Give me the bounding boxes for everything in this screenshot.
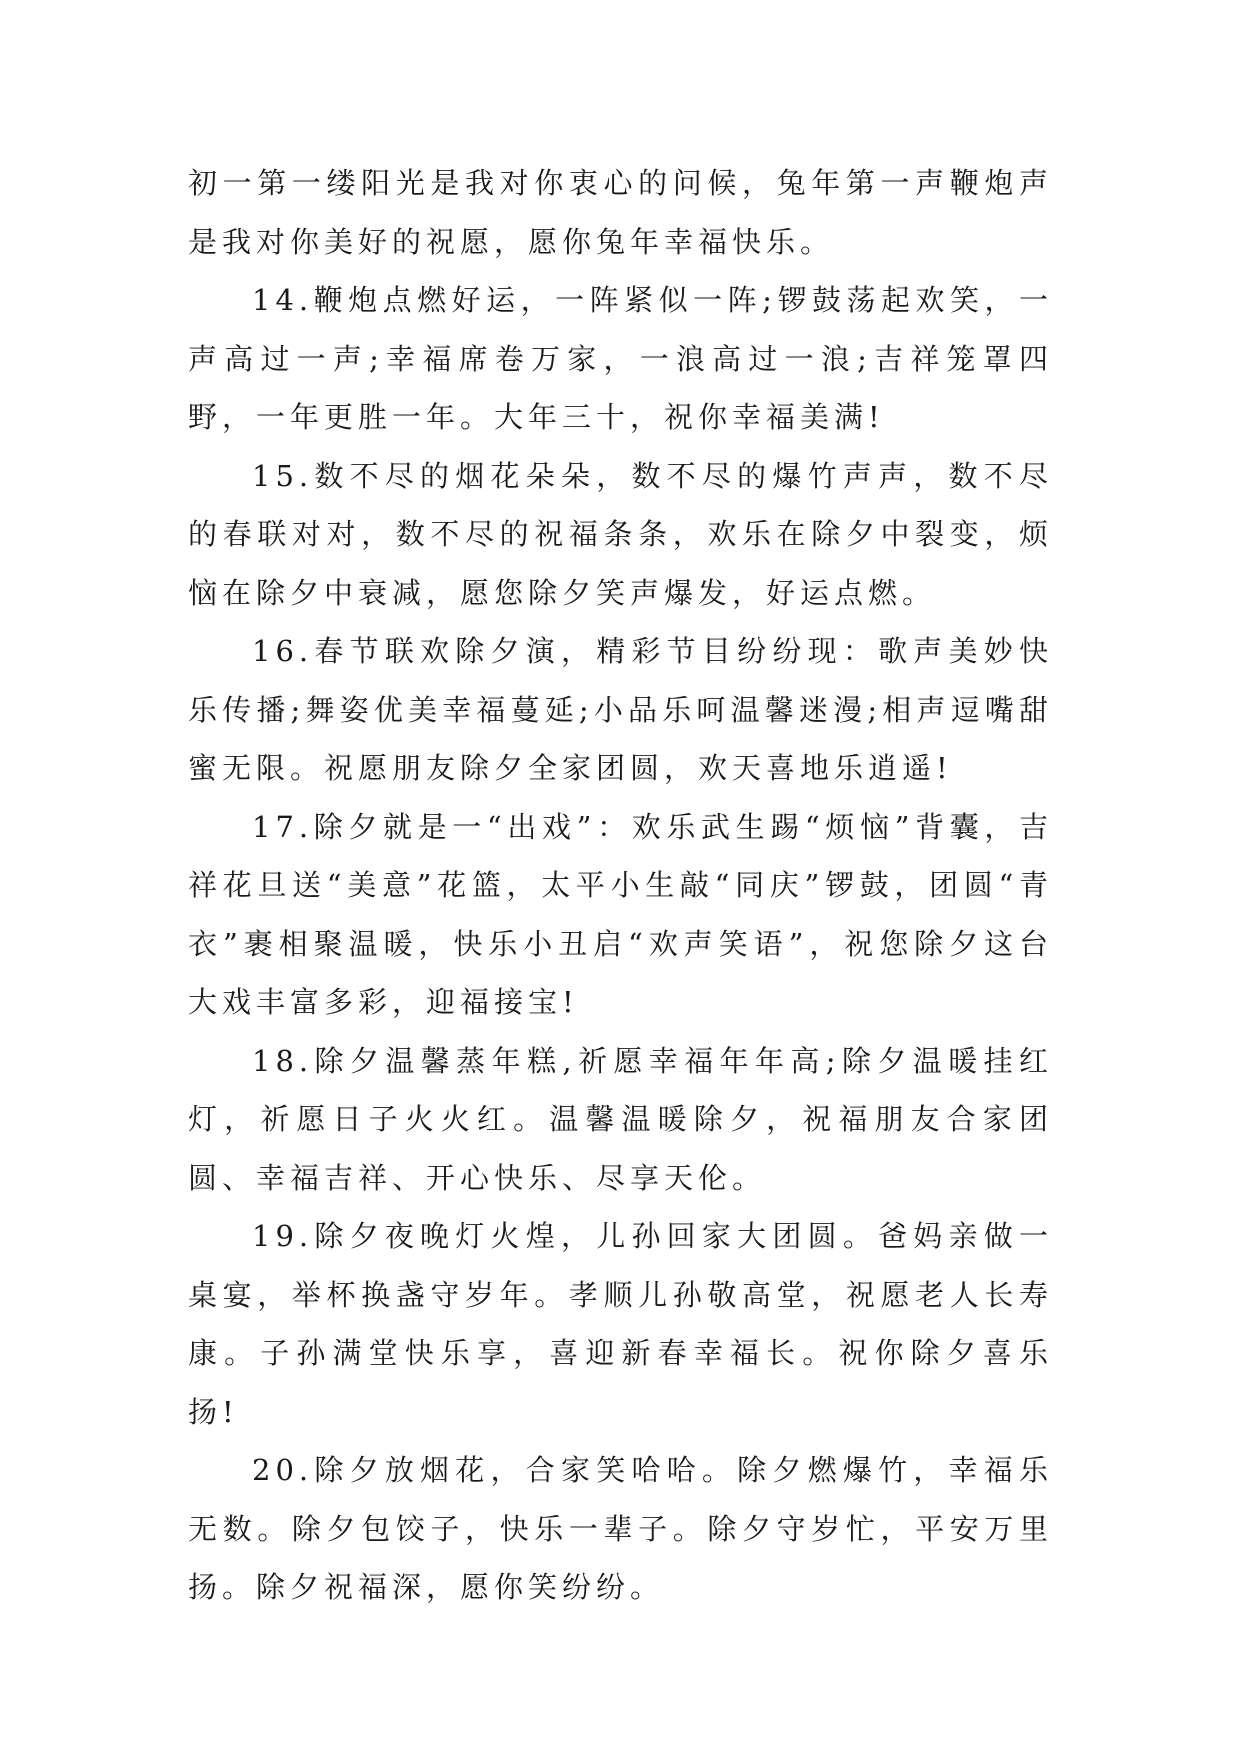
paragraph-16: 16.春节联欢除夕演，精彩节目纷纷现：歌声美妙快乐传播;舞姿优美幸福蔓延;小品乐呵温馨迷漫;相声逗嘴甜蜜无限。祝愿朋友除夕全家团圆，欢天喜地乐逍遥! [188, 634, 1053, 785]
document-body [188, 154, 1053, 1617]
paragraph-17: 17.除夕就是一“出戏”：欢乐武生踢“烦恼”背囊，吉祥花旦送“美意”花篮，太平小生敲“同庆”锣鼓，团圆“青衣”裹相聚温暖，快乐小丑启“欢声笑语”，祝您除夕这台大戏丰富多彩，迎福接宝! [188, 809, 1053, 1019]
paragraph-19: 19.除夕夜晚灯火煌，儿孙回家大团圆。爸妈亲做一桌宴，举杯换盏守岁年。孝顺儿孙敬高堂，祝愿老人长寿康。子孙满堂快乐享，喜迎新春幸福长。祝你除夕喜乐扬! [188, 1219, 1053, 1429]
paragraph-continuation: 初一第一缕阳光是我对你衷心的问候，兔年第一声鞭炮声是我对你美好的祝愿，愿你兔年幸福快乐。 [188, 166, 1053, 259]
paragraph-15: 15.数不尽的烟花朵朵，数不尽的爆竹声声，数不尽的春联对对，数不尽的祝福条条，欢乐在除夕中裂变，烦恼在除夕中衰减，愿您除夕笑声爆发，好运点燃。 [188, 458, 1053, 610]
paragraph-20: 20.除夕放烟花，合家笑哈哈。除夕燃爆竹，幸福乐无数。除夕包饺子，快乐一辈子。除夕守岁忙，平安万里扬。除夕祝福深，愿你笑纷纷。 [188, 1453, 1053, 1604]
paragraph-18: 18.除夕温馨蒸年糕,祈愿幸福年年高;除夕温暖挂红灯，祈愿日子火火红。温馨温暖除夕，祝福朋友合家团圆、幸福吉祥、开心快乐、尽享天伦。 [188, 1043, 1053, 1195]
paragraph-14: 14.鞭炮点燃好运，一阵紧似一阵;锣鼓荡起欢笑，一声高过一声;幸福席卷万家，一浪高过一浪;吉祥笼罩四野，一年更胜一年。大年三十，祝你幸福美满! [188, 283, 1053, 434]
